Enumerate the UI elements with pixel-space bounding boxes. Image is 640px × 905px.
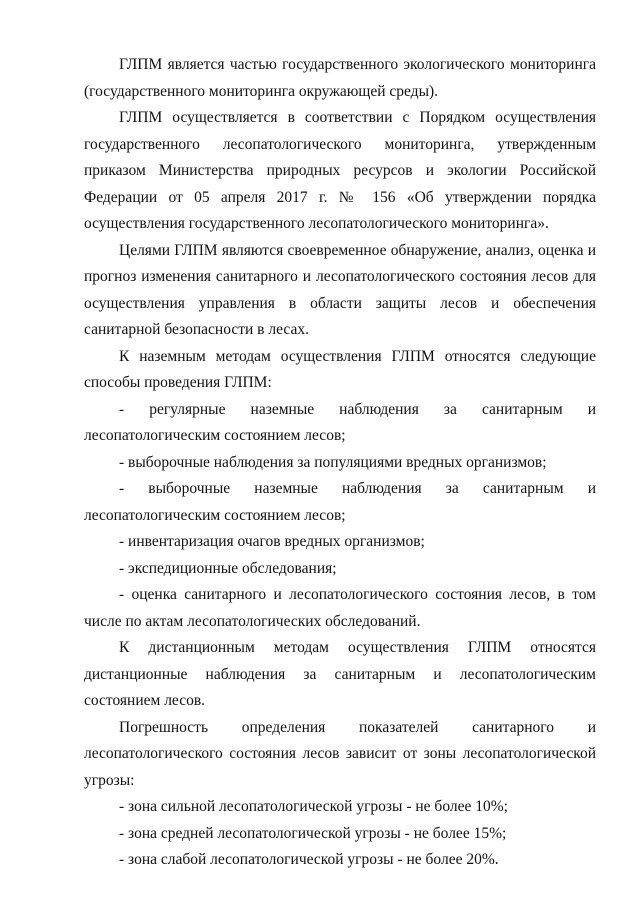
list-item-assessment: - оценка санитарного и лесопатологического состояния лесов, в том числе по актам лесопатологических обследований. — [84, 586, 596, 630]
document-body — [84, 52, 596, 874]
list-item-strong-threat-zone: - зона сильной лесопатологической угрозы - не более 10%; — [119, 798, 508, 815]
paragraph-glpm-definition: ГЛПМ является частью государственного экологического мониторинга (государственного мониторинга окружающей среды). — [84, 56, 596, 100]
list-item-weak-threat-zone: - зона слабой лесопатологической угрозы - не более 20%. — [119, 851, 499, 868]
paragraph-ground-methods-intro: К наземным методам осуществления ГЛПМ относятся следующие способы проведения ГЛПМ: — [84, 347, 596, 391]
list-item-medium-threat-zone: - зона средней лесопатологической угрозы - не более 15%; — [119, 824, 507, 842]
list-item-regular-observations: - регулярные наземные наблюдения за санитарным и лесопатологическим состоянием лесов; — [84, 400, 596, 444]
list-item-selective-ground-observations: - выборочные наземные наблюдения за санитарным и лесопатологическим состоянием лесов; — [84, 480, 596, 524]
list-item-selective-population-observations: - выборочные наблюдения за популяциями вредных организмов; — [119, 453, 547, 471]
list-item-expeditions: - экспедиционные обследования; — [119, 559, 337, 577]
list-item-inventory: - инвентаризация очагов вредных организмов; — [119, 533, 425, 550]
paragraph-legal-basis: ГЛПМ осуществляется в соответствии с Порядком осуществления государственного лесопатологического мониторинга, утвержденным приказом Министерства природных ресурсов и экологии Российской Федерации от 05 апреля 2017 г. № 156 «Об утверждении порядка осуществления государственного лесопатологического мониторинга». — [84, 109, 596, 232]
paragraph-error-intro: Погрешность определения показателей санитарного и лесопатологического состояния лесов зависит от зоны лесопатологической угрозы: — [84, 718, 596, 789]
paragraph-goals: Целями ГЛПМ являются своевременное обнаружение, анализ, оценка и прогноз изменения санитарного и лесопатологического состояния лесов для осуществления управления в области защиты лесов и обеспечения санитарной безопасности в лесах. — [84, 241, 596, 338]
paragraph-remote-methods: К дистанционным методам осуществления ГЛПМ относятся дистанционные наблюдения за санитарным и лесопатологическим состоянием лесов. — [84, 639, 596, 709]
